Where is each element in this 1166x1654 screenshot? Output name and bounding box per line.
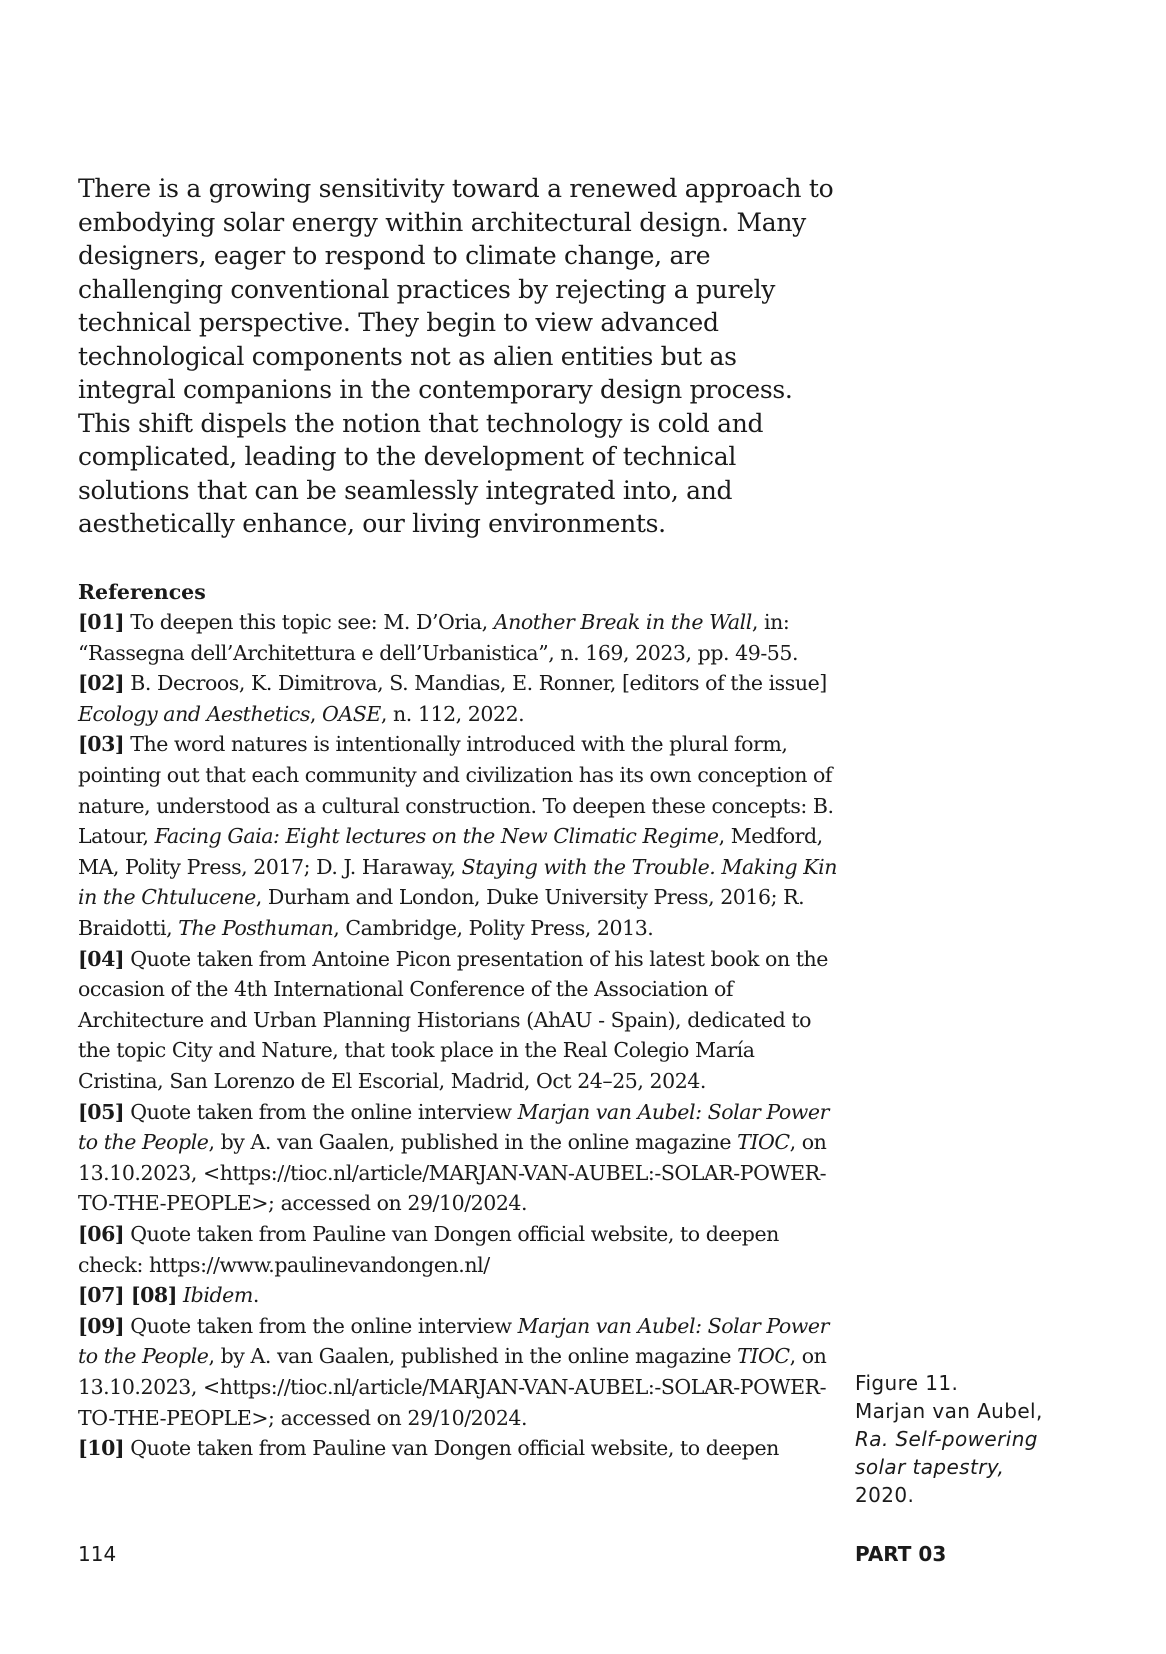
reference-item xyxy=(78,1280,838,1311)
reference-text: Quote taken from Antoine Picon presentation of his latest book on the occasion of the 4th International Conference of the Association of Architecture and Urban Planning Historians (AhAU - Spain), dedicated to the topic City and Nature, that took place in the Real Colegio María Cristina, San Lorenzo de El Escorial, Madrid, Oct 24–25, 2024. xyxy=(78,946,828,1093)
reference-item xyxy=(78,668,838,729)
caption-title-cont: solar tapestry, xyxy=(855,1455,1005,1479)
reference-item xyxy=(78,1097,838,1219)
body-paragraph: There is a growing sensitivity toward a renewed approach to embodying solar energy within architectural design. Many designers, eager to respond to climate change, are challenging conventional practices by rejecting a purely technical perspective. They begin to view advanced technological components not as alien entities but as integral companions in the contemporary design process. This shift dispels the notion that technology is cold and complicated, leading to the development of technical solutions that can be seamlessly integrated into, and aesthetically enhance, our living environments. xyxy=(78,174,834,538)
reference-title: TIOC xyxy=(737,1344,790,1369)
reference-text: , by A. van Gaalen, published in the online magazine xyxy=(208,1130,738,1155)
reference-text: , xyxy=(309,701,323,726)
references-heading: References xyxy=(78,579,206,604)
reference-title: Ecology and Aesthetics xyxy=(78,701,310,726)
reference-title: TIOC xyxy=(737,1130,790,1155)
reference-text: Quote taken from the online interview xyxy=(130,1313,518,1338)
reference-number: [01] xyxy=(78,610,125,635)
reference-text: The word natures is intentionally introduced with the plural form, pointing out that each community and civilization has its own conception of nature, understood as a cultural construction. To deepen these concepts: B. Latour, xyxy=(78,732,834,849)
reference-text: Quote taken from Pauline van Dongen official website, to deepen check: https://www.paulinevandongen.nl/ xyxy=(78,1221,779,1277)
reference-title: Another Break in the Wall xyxy=(493,610,752,635)
reference-number: [06] xyxy=(78,1221,125,1246)
reference-text: , on 13.10.2023, <https://tioc.nl/article/MARJAN-VAN-AUBEL:-SOLAR-POWER-TO-THE-PEOPLE>; accessed on 29/10/2024. xyxy=(78,1344,827,1430)
caption-figure-number: Figure 11. xyxy=(855,1371,959,1395)
reference-text: , Medford, MA, Polity Press, 2017; D. J. Haraway, xyxy=(78,824,823,879)
reference-number: [04] xyxy=(78,946,125,971)
reference-text: To deepen this topic see: M. D’Oria, xyxy=(130,610,494,635)
reference-number: [03] xyxy=(78,732,125,757)
references-list xyxy=(78,607,838,1464)
caption-author: Marjan van Aubel, xyxy=(855,1399,1043,1423)
reference-item xyxy=(78,729,838,943)
reference-title: Marjan van Aubel: Solar Power to the People xyxy=(78,1099,829,1155)
reference-text: , n. 112, 2022. xyxy=(380,701,525,726)
reference-text: , Cambridge, Polity Press, 2013. xyxy=(333,916,654,941)
reference-item xyxy=(78,944,838,1097)
reference-text: , in: “Rassegna dell’Architettura e dell’Urbanistica”, n. 169, 2023, pp. 49-55. xyxy=(78,610,799,665)
reference-text: Quote taken from the online interview xyxy=(130,1099,518,1124)
reference-item xyxy=(78,1311,838,1433)
reference-text: , Durham and London, Duke University Press, 2016; R. Braidotti, xyxy=(78,885,805,941)
reference-number: [07] [08] xyxy=(78,1283,177,1308)
reference-item xyxy=(78,607,838,668)
reference-number: [05] xyxy=(78,1099,125,1124)
reference-title: Facing Gaia: Eight lectures on the New Climatic Regime xyxy=(154,824,719,849)
caption-year: 2020. xyxy=(855,1483,915,1507)
reference-number: [09] xyxy=(78,1313,125,1338)
reference-text: , on 13.10.2023, <https://tioc.nl/article/MARJAN-VAN-AUBEL:-SOLAR-POWER-TO-THE-PEOPLE>; accessed on 29/10/2024. xyxy=(78,1130,827,1216)
reference-text: . xyxy=(252,1283,259,1308)
reference-title: Staying with the Trouble. Making Kin in the Chtulucene xyxy=(78,854,838,910)
page-number: 114 xyxy=(78,1542,117,1566)
reference-text: B. Decroos, K. Dimitrova, S. Mandias, E. Ronner, [editors of the issue] xyxy=(130,671,827,696)
reference-title: Ibidem xyxy=(183,1283,253,1308)
part-label: PART 03 xyxy=(855,1542,947,1566)
reference-item xyxy=(78,1433,838,1464)
figure-caption xyxy=(855,1369,1075,1509)
reference-title: Marjan van Aubel: Solar Power to the People xyxy=(78,1313,829,1369)
caption-title: Ra. Self-powering xyxy=(855,1427,1038,1451)
reference-item xyxy=(78,1219,838,1280)
reference-title: OASE xyxy=(322,701,381,726)
reference-text: Quote taken from Pauline van Dongen official website, to deepen xyxy=(130,1436,779,1461)
main-column xyxy=(78,172,838,1464)
reference-text: , by A. van Gaalen, published in the online magazine xyxy=(208,1344,738,1369)
reference-number: [10] xyxy=(78,1436,125,1461)
reference-number: [02] xyxy=(78,671,125,696)
reference-title: The Posthuman xyxy=(178,916,334,941)
